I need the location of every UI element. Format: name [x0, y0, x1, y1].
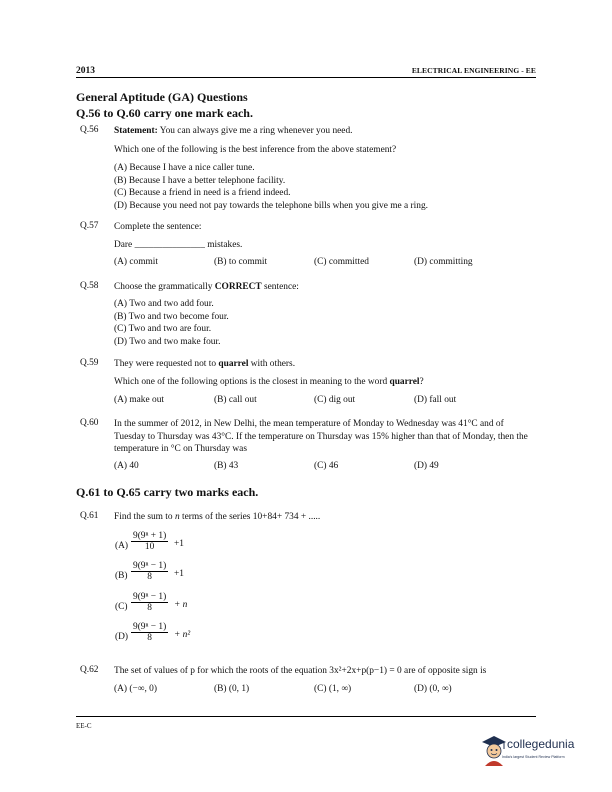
q61-option-a-fraction	[131, 531, 168, 552]
q61-option-c-fraction	[131, 592, 168, 613]
footer-code: EE-C	[76, 722, 92, 730]
collegedunia-mascot-icon	[480, 733, 508, 767]
q61-option-d-denominator: 8	[147, 633, 152, 643]
q60-option-a: (A) 40	[114, 461, 139, 471]
q61-option-d-fraction	[131, 622, 168, 643]
brand-name: collegedunia	[507, 737, 575, 751]
footer-rule	[76, 716, 536, 717]
q61-prompt-var: n	[174, 512, 180, 522]
q60-number: Q.60	[80, 418, 99, 428]
q61-option-b-fraction	[131, 561, 168, 582]
q57-option-b: (B) to commit	[214, 257, 268, 267]
header-rule	[76, 77, 536, 78]
q59-prompt2-bold: quarrel	[389, 377, 420, 387]
q58-option-d: (D) Two and two make four.	[114, 336, 221, 347]
q61-option-a-numerator: 9(9ⁿ + 1)	[133, 531, 167, 541]
q61-option-c-tail: + n	[174, 600, 188, 610]
q61-option-c-numerator: 9(9ⁿ − 1)	[133, 592, 167, 602]
q60-option-c: (C) 46	[314, 461, 339, 471]
brand-tagline: India's largest Student Review Platform	[502, 755, 565, 759]
q62-option-b: (B) (0, 1)	[214, 684, 250, 694]
q59-prompt	[114, 358, 534, 371]
q57-sentence	[114, 239, 534, 252]
q57-prompt: Complete the sentence:	[114, 222, 202, 232]
q61-option-b-label: (B)	[115, 571, 128, 581]
q61-option-d-tail: + n²	[174, 630, 191, 640]
q59-option-b: (B) call out	[214, 395, 257, 405]
q58-prompt-pre: Choose the grammatically	[114, 282, 213, 292]
q61-prompt	[114, 511, 534, 524]
q58-prompt	[114, 281, 534, 294]
q57-option-a: (A) commit	[114, 257, 159, 267]
q59-prompt2-post: ?	[419, 377, 424, 387]
q61-option-b-denominator: 8	[147, 572, 152, 582]
q56-statement-text: You can always give me a ring whenever you need.	[159, 126, 353, 136]
q59-prompt2	[114, 376, 534, 389]
q56-option-b: (B) Because I have a better telephone facility.	[114, 175, 286, 186]
q60-option-d: (D) 49	[414, 461, 439, 471]
q56-options	[114, 162, 534, 212]
q61-option-b-tail: +1	[174, 569, 184, 579]
q61-option-a-tail: +1	[174, 539, 184, 549]
q59-option-d: (D) fall out	[414, 395, 457, 405]
q57-option-c: (C) committed	[314, 257, 369, 267]
q56-statement	[114, 125, 534, 138]
q62-option-a: (A) (−∞, 0)	[114, 684, 157, 694]
q62-option-d: (D) (0, ∞)	[414, 684, 452, 694]
q62-number: Q.62	[80, 665, 99, 675]
q61-option-c-denominator: 8	[147, 603, 152, 613]
q58-prompt-post: sentence:	[264, 282, 299, 292]
q60-option-b: (B) 43	[214, 461, 239, 471]
q59-option-a: (A) make out	[114, 395, 164, 405]
q61-prompt-pre: Find the sum to	[114, 512, 173, 522]
q58-number: Q.58	[80, 281, 99, 291]
q57-sentence-pre: Dare	[114, 240, 133, 250]
q59-prompt-post: with others.	[250, 359, 296, 369]
q61-option-c-label: (C)	[115, 602, 128, 612]
q57-option-d: (D) committing	[414, 257, 473, 267]
q58-prompt-bold: CORRECT	[214, 282, 262, 292]
q56-statement-label: Statement:	[114, 126, 158, 136]
q58-option-c: (C) Two and two are four.	[114, 324, 212, 334]
q61-option-b-numerator: 9(9ⁿ − 1)	[133, 561, 167, 571]
q61-option-a-denominator: 10	[144, 542, 155, 552]
q56-option-c: (C) Because a friend in need is a friend indeed.	[114, 188, 291, 198]
q56-number: Q.56	[80, 125, 99, 135]
q60-text: In the summer of 2012, in New Delhi, the mean temperature of Monday to Wednesday was 41°C and of Tuesday to Thursday was 43°C. If the temperature on Thursday was 15% higher than that of Monday, then the temperature in °C on Thursday was	[114, 419, 528, 454]
q58-option-b: (B) Two and two become four.	[114, 311, 229, 322]
section-title-two-marks: Q.61 to Q.65 carry two marks each.	[76, 485, 259, 499]
q59-prompt-pre: They were requested not to	[114, 359, 217, 369]
q56-prompt: Which one of the following is the best inference from the above statement?	[114, 145, 397, 155]
q57-sentence-post: mistakes.	[207, 240, 243, 250]
q62-text: The set of values of p for which the roots of the equation 3x²+2x+p(p−1) = 0 are of opposite sign is	[114, 666, 487, 676]
section-title-ga: General Aptitude (GA) Questions	[76, 90, 248, 104]
q59-number: Q.59	[80, 358, 99, 368]
q58-option-a: (A) Two and two add four.	[114, 299, 214, 309]
q56-option-a: (A) Because I have a nice caller tune.	[114, 163, 255, 173]
q59-prompt2-pre: Which one of the following options is the closest in meaning to the word	[114, 377, 388, 387]
q61-option-a-label: (A)	[115, 541, 129, 551]
q62-option-c: (C) (1, ∞)	[314, 684, 352, 694]
q58-options	[114, 298, 534, 348]
header-paper-title: ELECTRICAL ENGINEERING - EE	[411, 66, 536, 75]
q61-option-d-numerator: 9(9ⁿ − 1)	[133, 622, 167, 632]
q59-prompt-bold: quarrel	[218, 359, 249, 369]
q57-number: Q.57	[80, 221, 99, 231]
q57-blank: _______________	[134, 240, 205, 250]
q59-option-c: (C) dig out	[314, 395, 356, 405]
section-subtitle-one-mark: Q.56 to Q.60 carry one mark each.	[76, 106, 253, 120]
q61-option-d-label: (D)	[115, 632, 129, 642]
q61-number: Q.61	[80, 511, 99, 521]
q61-prompt-post: terms of the series 10+84+ 734 + .....	[181, 512, 321, 522]
q56-option-d: (D) Because you need not pay towards the telephone bills when you give me a ring.	[114, 200, 428, 211]
header-year: 2013	[76, 66, 95, 76]
